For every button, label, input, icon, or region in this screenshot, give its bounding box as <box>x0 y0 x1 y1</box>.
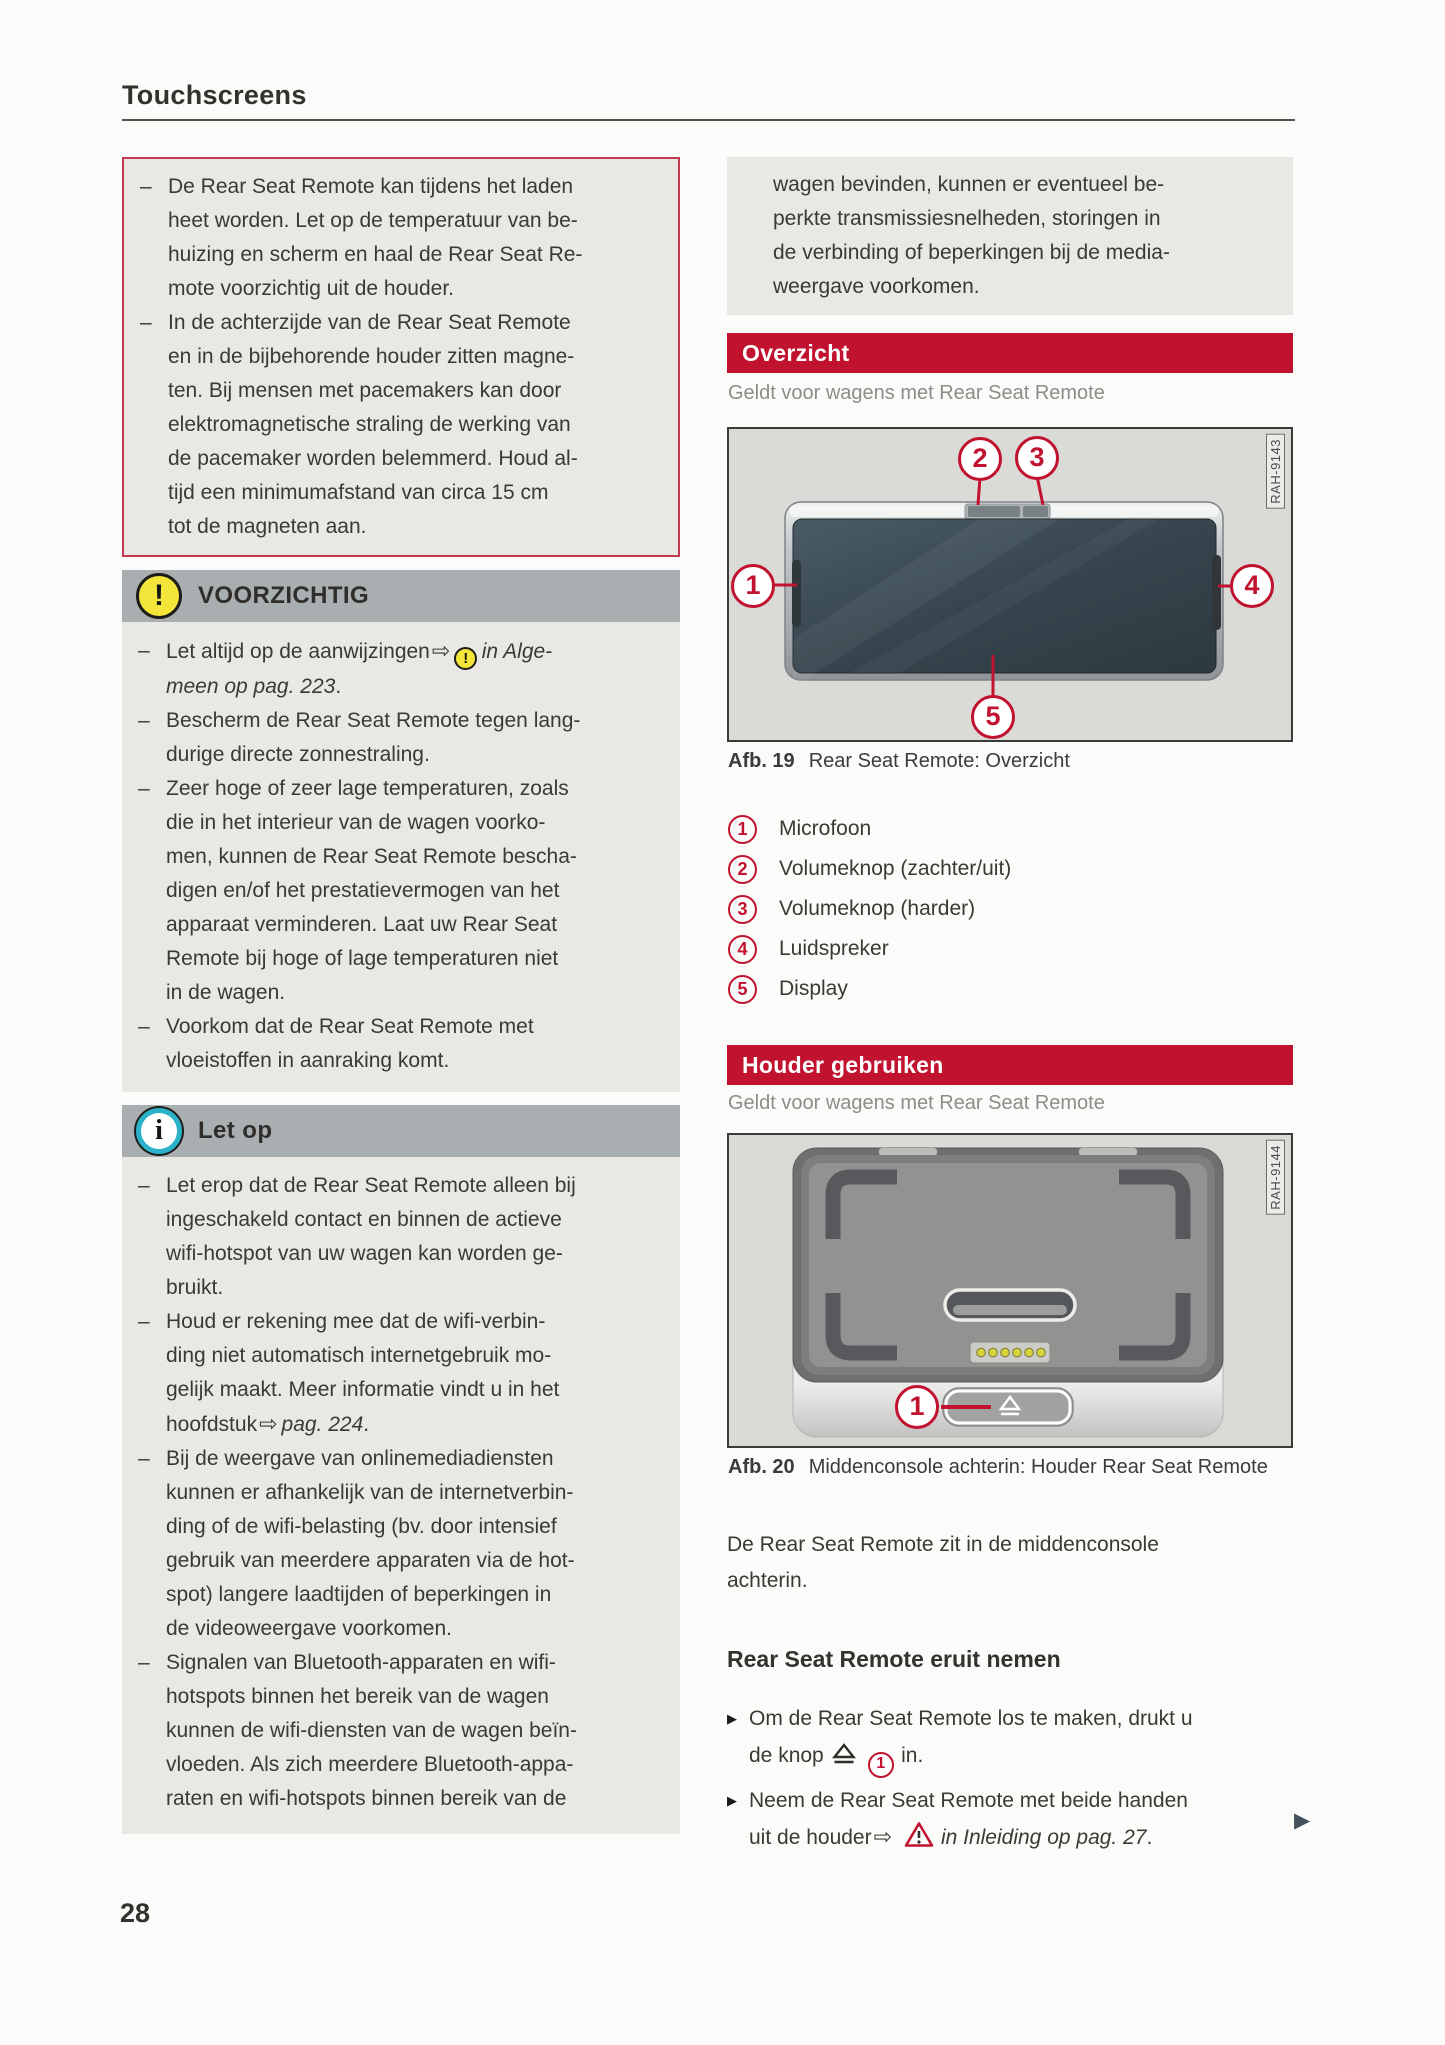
step-bullet-icon: ▶ <box>727 1793 737 1808</box>
page-number: 28 <box>120 1898 151 1928</box>
step-text <box>749 1782 1188 1856</box>
text-line: huizing en scherm en haal de Rear Seat Re- <box>168 243 583 266</box>
legend-number: 1 <box>737 818 748 839</box>
note-item <box>138 1169 666 1305</box>
text-line: Houd er rekening mee dat de wifi-verbin- <box>166 1310 546 1333</box>
legend-number: 3 <box>737 898 748 919</box>
dash-bullet: – <box>138 639 150 662</box>
legend-number: 4 <box>737 938 748 959</box>
legend-label: Microfoon <box>779 817 872 840</box>
note-body <box>122 1157 680 1834</box>
text-segment: Om de Rear Seat Remote los te maken, drukt u <box>749 1707 1193 1730</box>
dash-bullet: – <box>140 175 152 198</box>
legend-item-5 <box>728 974 848 1004</box>
note-band-title: Let op <box>198 1117 273 1144</box>
warning-triangle-icon <box>904 1821 934 1848</box>
warning-box <box>122 157 680 557</box>
note-item <box>138 1305 666 1442</box>
text-line <box>749 1819 1188 1856</box>
legend-number-icon <box>728 855 757 884</box>
section-header-label: Overzicht <box>742 339 850 366</box>
reference-arrow-icon: ⇨ <box>431 638 451 663</box>
text-line: elektromagnetische straling de werking van <box>168 413 571 436</box>
callout-number: 3 <box>1029 442 1045 472</box>
info-icon-glyph: i <box>155 1115 163 1146</box>
eject-icon <box>831 1742 857 1766</box>
text-line: kunnen er afhankelijk van de internetverbin- <box>166 1481 574 1504</box>
legend-number-icon <box>728 895 757 924</box>
text-line <box>749 1700 1193 1737</box>
text-segment: . <box>1146 1826 1153 1849</box>
text-line: ten. Bij mensen met pacemakers kan door <box>168 379 562 402</box>
legend-label: Luidspreker <box>779 937 889 960</box>
caution-inline-glyph: ! <box>463 650 469 667</box>
text-segment-italic: in Alge- <box>481 640 553 663</box>
text-line: heet worden. Let op de temperatuur van be- <box>168 209 578 232</box>
legend-label: Volumeknop (harder) <box>779 897 976 920</box>
figure-rear-seat-remote <box>727 427 1293 742</box>
text-segment-italic: pag. 224 <box>281 1413 364 1436</box>
legend-item-2 <box>728 854 1011 884</box>
figure-caption-tag: Afb. 19 <box>728 750 795 772</box>
dash-bullet: – <box>138 1447 150 1470</box>
text-line: kunnen de wifi-diensten van de wagen beïn- <box>166 1719 577 1742</box>
text-line: vloeden. Als zich meerdere Bluetooth-appa- <box>166 1753 574 1776</box>
note-item-text <box>166 1646 577 1816</box>
text-line: en in de bijbehorende houder zitten magne- <box>168 345 575 368</box>
text-line: tijd een minimumafstand van circa 15 cm <box>168 481 549 504</box>
continuation-box <box>727 157 1293 315</box>
dash-bullet: – <box>140 311 152 334</box>
text-line: Remote bij hoge of lage temperaturen niet <box>166 947 559 970</box>
text-line <box>749 1782 1188 1819</box>
text-line: bruikt. <box>166 1276 224 1299</box>
text-line: die in het interieur van de wagen voorko- <box>166 811 546 834</box>
callout-number: 4 <box>1244 570 1260 600</box>
legend-item-1 <box>728 814 871 844</box>
info-icon <box>136 1108 182 1154</box>
caution-inline-icon <box>454 647 477 670</box>
figure-caption <box>728 1456 1268 1479</box>
note-band <box>122 1105 680 1157</box>
page-continuation-icon: ▶ <box>1294 1809 1311 1832</box>
callout-3 <box>1015 436 1059 480</box>
note-item-lines <box>166 1305 559 1407</box>
warning-item <box>140 170 664 306</box>
legend-number: 2 <box>737 858 748 879</box>
figure-caption-text: Middenconsole achterin: Houder Rear Seat Remote <box>808 1456 1268 1478</box>
text-segment: hoofdstuk <box>166 1413 258 1436</box>
text-line: spot) langere laadtijden of beperkingen in <box>166 1583 552 1606</box>
text-segment-italic: in Inleiding op pag. 27 <box>940 1826 1147 1849</box>
legend-label: Volumeknop (zachter/uit) <box>779 857 1012 880</box>
caution-item <box>138 772 666 1010</box>
text-line: perkte transmissiesnelheden, storingen in <box>773 207 1161 230</box>
text-line: de pacemaker worden belemmerd. Houd al- <box>168 447 578 470</box>
figure-holder <box>727 1133 1293 1448</box>
callout-number: 5 <box>985 701 1001 731</box>
legend-number: 5 <box>737 978 748 999</box>
text-line: ding of de wifi-belasting (bv. door intensief <box>166 1515 557 1538</box>
body-paragraph <box>727 1527 1159 1599</box>
legend-label: Display <box>779 977 848 1000</box>
caution-item <box>138 1010 666 1078</box>
dash-bullet: – <box>138 1015 150 1038</box>
step-item <box>727 1700 1193 1778</box>
dash-bullet: – <box>138 1651 150 1674</box>
figure-code: RAH-9143 <box>1266 434 1285 509</box>
callout-number: 1 <box>909 1391 925 1421</box>
reference-arrow-icon: ⇨ <box>259 1411 278 1436</box>
text-line: Bij de weergave van onlinemediadiensten <box>166 1447 554 1470</box>
figure-caption <box>728 750 1070 773</box>
text-line: raten en wifi-hotspots binnen bereik van de <box>166 1787 567 1810</box>
text-line: digen en/of het prestatievermogen van het <box>166 879 560 902</box>
text-line: de videoweergave voorkomen. <box>166 1617 453 1640</box>
holder-illustration <box>729 1135 1291 1446</box>
page-title: Touchscreens <box>122 80 307 110</box>
text-line: apparaat verminderen. Laat uw Rear Seat <box>166 913 558 936</box>
note-item-text <box>166 1305 559 1442</box>
text-line: de verbinding of beperkingen bij de media- <box>773 241 1170 264</box>
text-line: wagen bevinden, kunnen er eventueel be- <box>773 173 1165 196</box>
warning-item <box>140 306 664 544</box>
step-text <box>749 1700 1193 1778</box>
text-segment: . <box>335 675 342 698</box>
text-segment: de knop <box>749 1744 824 1767</box>
paragraph-lines <box>727 1527 1159 1599</box>
warning-item-text <box>168 170 582 306</box>
figure-caption-tag: Afb. 20 <box>728 1456 795 1478</box>
text-segment: Neem de Rear Seat Remote met beide handen <box>749 1789 1188 1812</box>
callout-1 <box>731 564 775 608</box>
caution-item-text <box>166 772 577 1010</box>
callout-5 <box>971 695 1015 739</box>
callout-ref-number: 1 <box>876 1755 886 1772</box>
text-line: in de wagen. <box>166 981 286 1004</box>
legend-number-icon <box>728 815 757 844</box>
text-line: Bescherm de Rear Seat Remote tegen lang- <box>166 709 581 732</box>
caution-icon <box>136 573 182 619</box>
figure-caption-text: Rear Seat Remote: Overzicht <box>808 750 1070 772</box>
continuation-text <box>773 168 1277 304</box>
text-line <box>166 634 552 670</box>
caution-band <box>122 570 680 622</box>
text-line: durige directe zonnestraling. <box>166 743 430 766</box>
text-line: weergave voorkomen. <box>773 275 980 298</box>
text-line: achterin. <box>727 1569 808 1592</box>
callout-number: 1 <box>745 570 761 600</box>
text-segment: in. <box>901 1744 924 1767</box>
text-line: mote voorzichtig uit de houder. <box>168 277 455 300</box>
text-line: gelijk maakt. Meer informatie vindt u in het <box>166 1378 560 1401</box>
text-line <box>166 670 552 704</box>
section-header-overzicht <box>727 333 1293 373</box>
text-line: De Rear Seat Remote zit in de middenconsole <box>727 1533 1159 1556</box>
header-divider <box>122 119 1295 121</box>
note-item-text <box>166 1442 575 1646</box>
text-line: hotspots binnen het bereik van de wagen <box>166 1685 549 1708</box>
reference-arrow-icon: ⇨ <box>873 1824 893 1849</box>
text-line: vloeistoffen in aanraking komt. <box>166 1049 450 1072</box>
caution-item <box>138 634 666 704</box>
step-item <box>727 1782 1188 1856</box>
applies-note: Geldt voor wagens met Rear Seat Remote <box>728 1092 1105 1114</box>
legend-number-icon <box>728 975 757 1004</box>
text-line: In de achterzijde van de Rear Seat Remote <box>168 311 571 334</box>
text-line: De Rear Seat Remote kan tijdens het laden <box>168 175 574 198</box>
callout-2 <box>958 437 1002 481</box>
caution-item-text <box>166 634 552 704</box>
note-item <box>138 1646 666 1816</box>
text-line: men, kunnen de Rear Seat Remote bescha- <box>166 845 577 868</box>
text-segment: . <box>363 1413 370 1436</box>
caution-icon-glyph: ! <box>154 579 164 612</box>
subheading: Rear Seat Remote eruit nemen <box>727 1646 1061 1672</box>
text-line: wifi-hotspot van uw wagen kan worden ge- <box>166 1242 563 1265</box>
legend-number-icon <box>728 935 757 964</box>
text-line: Let erop dat de Rear Seat Remote alleen bij <box>166 1174 576 1197</box>
warning-item-text <box>168 306 578 544</box>
legend-item-3 <box>728 894 975 924</box>
callout-1 <box>895 1385 939 1429</box>
text-line: Voorkom dat de Rear Seat Remote met <box>166 1015 534 1038</box>
text-line: Signalen van Bluetooth-apparaten en wifi- <box>166 1651 556 1674</box>
dash-bullet: – <box>138 709 150 732</box>
callout-number: 2 <box>972 443 988 473</box>
callout-ref-icon <box>868 1752 894 1778</box>
text-line: gebruik van meerdere apparaten via de hot- <box>166 1549 575 1572</box>
caution-item <box>138 704 666 772</box>
caution-item-text <box>166 1010 534 1078</box>
text-segment: Let altijd op de aanwijzingen <box>166 640 430 663</box>
section-header-label: Houder gebruiken <box>742 1051 944 1078</box>
text-segment: uit de houder <box>749 1826 872 1849</box>
remote-illustration <box>729 429 1291 740</box>
applies-note: Geldt voor wagens met Rear Seat Remote <box>728 382 1105 404</box>
figure-code: RAH-9144 <box>1266 1140 1285 1215</box>
text-line: tot de magneten aan. <box>168 515 367 538</box>
text-line: ding niet automatisch internetgebruik mo- <box>166 1344 552 1367</box>
dash-bullet: – <box>138 1310 150 1333</box>
note-item <box>138 1442 666 1646</box>
caution-band-title: VOORZICHTIG <box>198 582 370 609</box>
text-line: ingeschakeld contact en binnen de actieve <box>166 1208 562 1231</box>
text-segment-italic: meen op pag. 223 <box>166 675 336 698</box>
legend-item-4 <box>728 934 889 964</box>
note-item-text <box>166 1169 576 1305</box>
section-header-houder <box>727 1045 1293 1085</box>
text-line: Zeer hoge of zeer lage temperaturen, zoals <box>166 777 569 800</box>
dash-bullet: – <box>138 777 150 800</box>
text-line <box>166 1407 559 1442</box>
callout-4 <box>1230 564 1274 608</box>
dash-bullet: – <box>138 1174 150 1197</box>
caution-body <box>122 622 680 1092</box>
caution-item-text <box>166 704 580 772</box>
step-bullet-icon: ▶ <box>727 1711 737 1726</box>
text-line <box>749 1737 1193 1778</box>
